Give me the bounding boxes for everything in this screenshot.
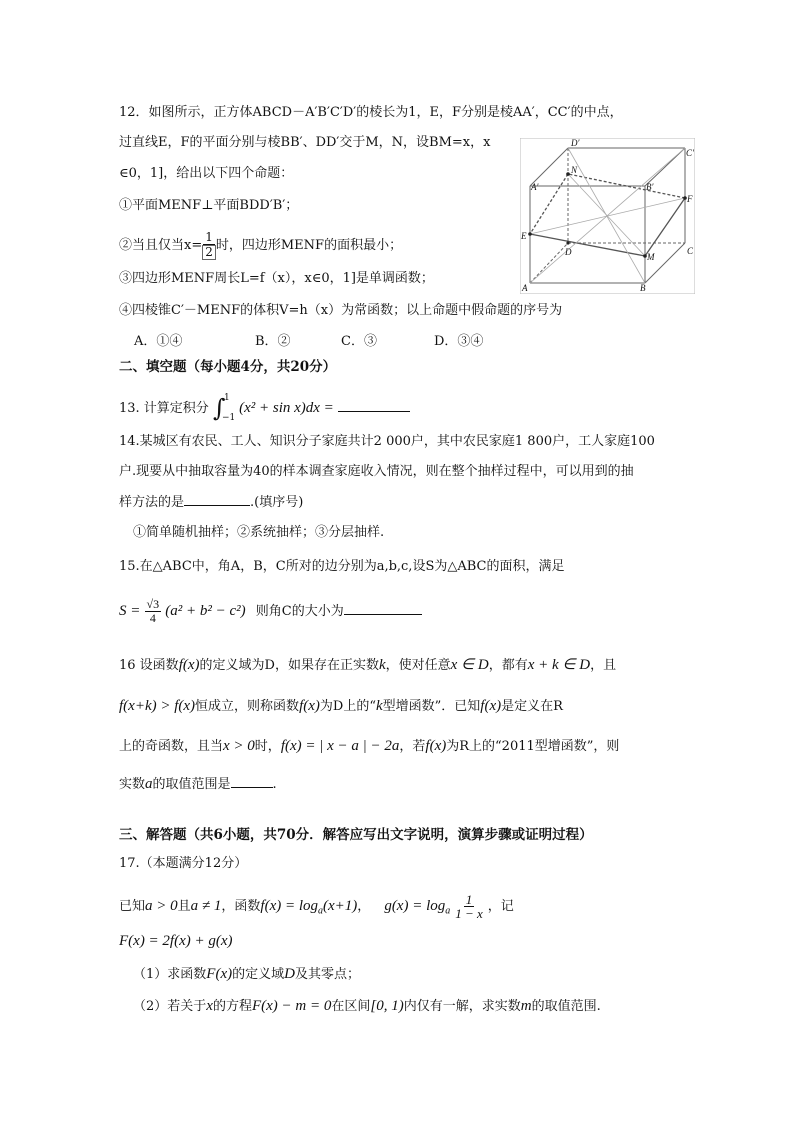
q15-frac-num: √3 [146, 597, 160, 611]
q12-option-c: C．③ [341, 334, 377, 349]
q17-frac-den: 1 − x [455, 906, 483, 921]
q15-s-lhs: S = [119, 603, 141, 619]
q13-answer-blank [338, 399, 410, 412]
q17-p2m2: F(x) − m = 0 [251, 998, 332, 1014]
q12-p2-post: 时，四边形MENF的面积最小； [215, 238, 403, 253]
integral-lower: −1 [221, 413, 236, 423]
q12-frac-den: 2 [202, 245, 216, 260]
q12-line2: 过直线E，F的平面分别与棱BB′、DD′交于M，N，设BM=x，x [119, 135, 491, 150]
q15-s-rest: (a² + b² − c²) [165, 603, 246, 619]
q16-l1a: 16 设函数 [119, 658, 179, 673]
q16-line4 [119, 775, 277, 794]
q16-l2m3: k [375, 698, 383, 714]
q17-frac-num: 1 [465, 892, 473, 907]
q16-l3b: 时， [254, 739, 281, 754]
q17-l1e: ，记 [487, 899, 514, 914]
q17-l1b: 且 [177, 899, 191, 914]
label-A: A [522, 283, 528, 293]
q16-l1m1: f(x) [178, 657, 200, 673]
q17-p1a: （1）求函数 [133, 967, 207, 982]
q17-p2m1: x [206, 998, 213, 1014]
q12-proposition-3: ③四边形MENF周长L=f（x），x∈0，1]是单调函数； [119, 271, 434, 286]
q17-l1m5: g(x) = log [384, 898, 446, 914]
q17-p2m3: [0, 1) [370, 998, 404, 1014]
q16-answer-blank [231, 775, 273, 788]
q12-options [134, 333, 483, 351]
q17-l2m: F(x) = 2f(x) + g(x) [119, 933, 233, 949]
q17-line1 [119, 893, 514, 923]
q17-l1sub1: a [318, 905, 324, 917]
q16-l1m3: x ∈ D [450, 657, 489, 673]
q16-l4a: 实数 [119, 777, 146, 792]
label-Bprime: B′ [646, 182, 654, 192]
q16-l4c: . [272, 777, 277, 792]
q12-proposition-1: ①平面MENF⊥平面BDD′B′； [119, 198, 299, 213]
q16-l1c: ，使对任意 [385, 658, 451, 673]
q16-l1m4: x + k ∈ D [527, 657, 591, 673]
q13 [119, 393, 410, 423]
label-Cprime: C′ [686, 148, 694, 158]
q14-line4: ①简单随机抽样；②系统抽样；③分层抽样. [133, 525, 385, 540]
q14-line3-pre: 样方法的是 [119, 495, 185, 510]
q17-p1c: 及其零点； [294, 967, 360, 982]
q16-line2 [119, 697, 563, 716]
q16-l2c: 型增函数”．已知 [382, 699, 481, 714]
q13-integrand: (x² + sin x)dx = [239, 400, 334, 416]
q17-fraction [453, 893, 485, 920]
q17-l1sub2: a [445, 905, 451, 917]
q17-line2 [119, 932, 233, 951]
section-3-heading: 三、解答题（共6小题，共70分．解答应写出文字说明，演算步骤或证明过程） [119, 827, 593, 843]
q12-frac-num: 1 [205, 230, 213, 244]
q17-l1c: ，函数 [221, 899, 261, 914]
q14-line3 [119, 493, 303, 512]
q12-line3: ∈0，1]，给出以下四个命题： [119, 166, 294, 181]
label-F: F [687, 194, 693, 204]
q12-p2-pre: ②当且仅当x= [119, 238, 203, 253]
q16-l2b: 为D上的“ [319, 699, 376, 714]
label-N: N [571, 165, 578, 175]
q17-p1m2: D [284, 966, 295, 982]
q16-l2m1: f(x+k) > f(x) [119, 698, 196, 714]
q17-part2 [133, 997, 601, 1016]
q15-frac-den: 4 [149, 611, 156, 625]
q13-pre: 13. 计算定积分 [119, 401, 209, 416]
q17-p1b: 的定义域 [232, 967, 285, 982]
q16-l4b: 的取值范围是 [152, 777, 231, 792]
q16-line1 [119, 656, 616, 675]
q16-l1m2: k [378, 657, 386, 673]
q17-part1 [133, 965, 360, 984]
q16-line3 [119, 737, 619, 756]
q14-line3-post: .(填序号) [250, 495, 304, 510]
q15-line1: 15.在△ABC中，角A，B，C所对的边分别为a,b,c,设S为△ABC的面积，满足 [119, 559, 565, 574]
section-2-heading: 二、填空题（每小题4分，共20分） [119, 359, 337, 375]
q15-formula [119, 598, 422, 625]
q16-l2d: 是定义在R [501, 699, 563, 714]
cube-figure [520, 138, 695, 294]
label-M: M [647, 252, 655, 262]
q17-l1m1: a > 0 [145, 898, 178, 914]
q17-l1a: 已知 [119, 899, 146, 914]
q12-proposition-4: ④四棱锥C′－MENF的体积V=h（x）为常函数；以上命题中假命题的序号为 [119, 303, 563, 318]
q16-l2a: 恒成立，则称函数 [195, 699, 300, 714]
q12-line1: 12．如图所示，正方体ABCD－A′B′C′D′的棱长为1，E，F分别是棱AA′，CC′的中点， [119, 105, 623, 120]
label-E: E [521, 231, 527, 241]
q17-l1m4: (x+1) [323, 898, 358, 914]
q15-fraction [145, 598, 162, 625]
q17-p2d: 内仅有一解，求实数 [403, 999, 521, 1014]
q16-l1e: ，且 [590, 658, 617, 673]
q17-l1d: ， [357, 899, 371, 914]
q16-l3d: 为R上的“2011型增函数”，则 [446, 739, 620, 754]
q17-p2e: 的取值范围. [531, 999, 601, 1014]
q16-l1b: 的定义域为D，如果存在正实数 [199, 658, 379, 673]
q17-p2c: 在区间 [331, 999, 371, 1014]
label-B: B [640, 283, 646, 293]
q16-l4m1: a [145, 776, 153, 792]
q17-p1m1: F(x) [206, 966, 233, 982]
label-Dprime: D′ [571, 138, 580, 148]
q12-option-a: A．①④ [134, 334, 183, 349]
q14-line2: 户.现要从中抽取容量为40的样本调查家庭收入情况，则在整个抽样过程中，可以用到的抽 [119, 464, 634, 479]
q15-answer-blank [344, 602, 422, 615]
label-D: D [565, 247, 572, 257]
q16-l2m4: f(x) [480, 698, 502, 714]
integral-upper: 1 [223, 393, 230, 403]
q16-l3m1: x > 0 [223, 738, 255, 754]
q12-option-b: B．② [255, 334, 291, 349]
label-C: C [687, 246, 694, 256]
q17-l1m2: a ≠ 1 [190, 898, 222, 914]
q12-proposition-2 [119, 231, 402, 260]
q17-p2b: 的方程 [212, 999, 252, 1014]
q12-fraction-half [202, 231, 216, 260]
q17-l1m3: f(x) = log [260, 898, 319, 914]
q14-line1: 14.某城区有农民、工人、知识分子家庭共计2 000户，其中农民家庭1 800户，工人家庭100 [119, 434, 655, 449]
q16-l2m2: f(x) [299, 698, 320, 714]
q17-p2m4: m [520, 998, 532, 1014]
q16-l3a: 上的奇函数，且当 [119, 739, 224, 754]
q17-p2a: （2）若关于 [133, 999, 207, 1014]
q16-l3m3: f(x) [425, 738, 447, 754]
q17-head: 17.（本题满分12分） [119, 856, 248, 871]
label-Aprime: A′ [531, 182, 539, 192]
q14-answer-blank [184, 493, 250, 506]
integral-sign: ∫ 1 −1 [213, 395, 229, 418]
q12-option-d: D．③④ [434, 334, 484, 349]
q16-l3m2: f(x) = | x − a | − 2a [280, 738, 400, 754]
q16-l3c: ，若 [399, 739, 426, 754]
q16-l1d: ，都有 [488, 658, 528, 673]
q15-tail: 则角C的大小为 [255, 604, 344, 619]
